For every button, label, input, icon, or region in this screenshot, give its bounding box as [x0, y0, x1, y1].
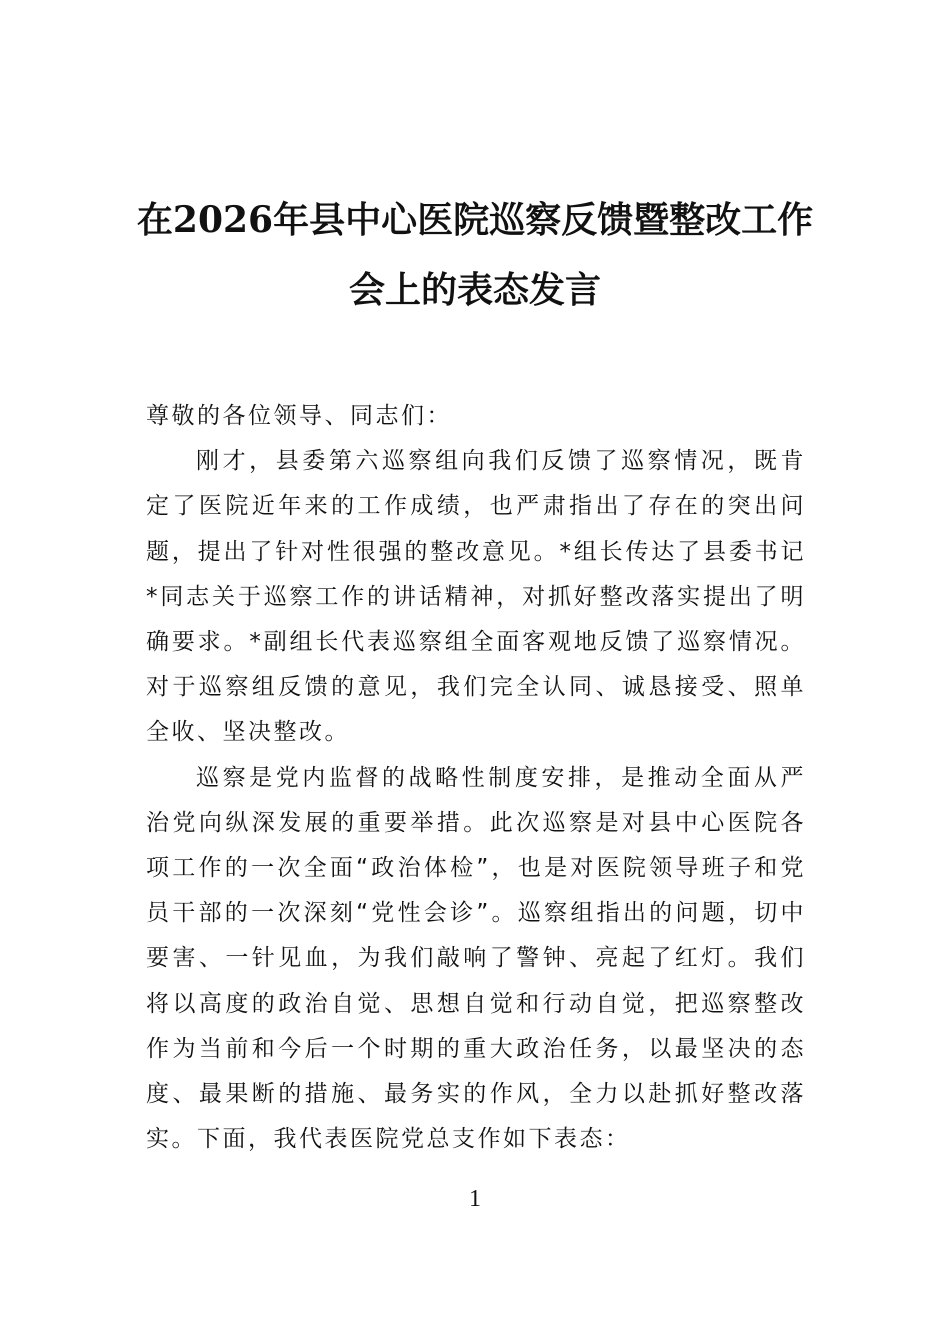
paragraph-2: 巡察是党内监督的战略性制度安排，是推动全面从严治党向纵深发展的重要举措。此次巡察是对县中心医院各项工作的一次全面“政治体检”，也是对医院领导班子和党员干部的一次深刻“党性会诊”。巡察组指出的问题，切中要害、一针见血，为我们敲响了警钟、亮起了红灯。我们将以高度的政治自觉、思想自觉和行动自觉，把巡察整改作为当前和今后一个时期的重大政治任务，以最坚决的态度、最果断的措施、最务实的作风，全力以赴抓好整改落实。下面，我代表医院党总支作如下表态： — [146, 764, 806, 1153]
document-title-line-2: 会上的表态发言 — [348, 269, 601, 311]
salutation: 尊敬的各位领导、同志们： — [146, 403, 452, 429]
document-title-line-1: 在2026年县中心医院巡察反馈暨整改工作 — [136, 199, 814, 241]
paragraph-1: 刚才，县委第六巡察组向我们反馈了巡察情况，既肯定了医院近年来的工作成绩，也严肃指出了存在的突出问题，提出了针对性很强的整改意见。*组长传达了县委书记*同志关于巡察工作的讲话精神，对抓好整改落实提出了明确要求。*副组长代表巡察组全面客观地反馈了巡察情况。对于巡察组反馈的意见，我们完全认同、诚恳接受、照单全收、坚决整改。 — [146, 448, 806, 746]
page-number: 1 — [469, 1186, 481, 1212]
document-body — [146, 394, 806, 1162]
